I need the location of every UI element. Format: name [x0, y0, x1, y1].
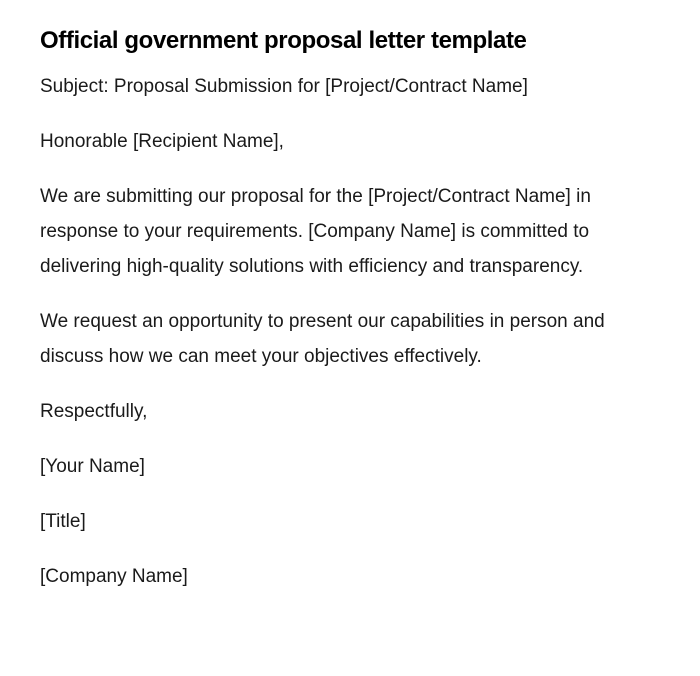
letter-salutation: Honorable [Recipient Name], — [40, 131, 284, 152]
letter-paragraph-1: We are submitting our proposal for the [Project/Contract Name] in response to your requirements. [Company Name] is committed to delivering high-quality solutions with efficiency and transparency. — [40, 186, 591, 277]
letter-closing: Respectfully, — [40, 401, 148, 422]
signature-name: [Your Name] — [40, 456, 145, 477]
page-title: Official government proposal letter template — [40, 27, 527, 54]
signature-company: [Company Name] — [40, 566, 188, 587]
letter-subject: Subject: Proposal Submission for [Project/Contract Name] — [40, 76, 528, 97]
letter-document — [40, 24, 650, 594]
signature-title: [Title] — [40, 511, 86, 532]
letter-paragraph-2: We request an opportunity to present our capabilities in person and discuss how we can meet your objectives effectively. — [40, 311, 605, 367]
